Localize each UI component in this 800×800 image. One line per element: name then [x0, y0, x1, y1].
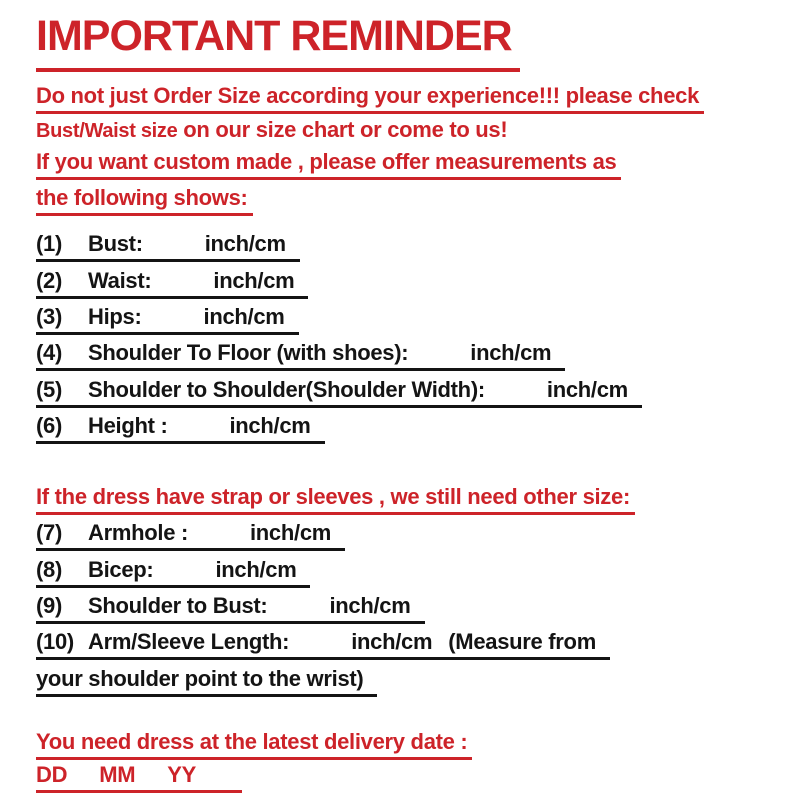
- intro-check-line: Do not just Order Size according your experience!!! please check: [36, 83, 704, 114]
- item-unit: inch/cm: [213, 268, 295, 293]
- item-number: (9): [36, 593, 62, 618]
- item-label: Shoulder To Floor (with shoes):: [88, 340, 409, 365]
- item-label: Shoulder to Bust:: [88, 593, 268, 618]
- item-unit: inch/cm: [351, 629, 433, 654]
- item-number: (4): [36, 340, 62, 365]
- delivery-date-fields: [36, 762, 242, 793]
- measurement-row-hips: [36, 304, 299, 335]
- intro-bust-waist-line: [36, 117, 507, 143]
- item-unit: inch/cm: [229, 413, 311, 438]
- measurement-row-height: [36, 413, 325, 444]
- date-mm: MM: [99, 762, 136, 787]
- item-label: Shoulder to Shoulder(Shoulder Width):: [88, 377, 485, 402]
- measurement-row-shoulder-to-bust: [36, 593, 425, 624]
- item-number: (7): [36, 520, 62, 545]
- custom-made-line-2: the following shows:: [36, 185, 253, 216]
- item-unit: inch/cm: [215, 557, 297, 582]
- item-number: (8): [36, 557, 62, 582]
- size-chart-text: on our size chart or come to us!: [177, 117, 508, 142]
- item-number: (10): [36, 629, 74, 654]
- page-title: IMPORTANT REMINDER: [36, 12, 520, 72]
- item-label: Arm/Sleeve Length:: [88, 629, 290, 654]
- item-label: Waist:: [88, 268, 152, 293]
- strap-sleeves-heading: If the dress have strap or sleeves , we still need other size:: [36, 484, 635, 515]
- item-label: Bicep:: [88, 557, 154, 582]
- item-number: (3): [36, 304, 62, 329]
- date-dd: DD: [36, 762, 68, 787]
- item-unit: inch/cm: [470, 340, 552, 365]
- item-label: Bust:: [88, 231, 143, 256]
- item-number: (1): [36, 231, 62, 256]
- measure-note-continuation: your shoulder point to the wrist): [36, 666, 377, 697]
- item-unit: inch/cm: [204, 231, 286, 256]
- measurement-row-shoulder-width: [36, 377, 642, 408]
- date-yy: YY: [167, 762, 196, 787]
- custom-made-line-1: If you want custom made , please offer measurements as: [36, 149, 621, 180]
- item-label: Armhole :: [88, 520, 188, 545]
- item-unit: inch/cm: [546, 377, 628, 402]
- measurement-row-bicep: [36, 557, 310, 588]
- item-unit: inch/cm: [329, 593, 411, 618]
- bust-waist-emphasis: Bust/Waist size: [36, 120, 178, 142]
- measurement-row-waist: [36, 268, 308, 299]
- item-number: (2): [36, 268, 62, 293]
- item-label: Height :: [88, 413, 168, 438]
- measure-note-start: (Measure from: [448, 629, 596, 654]
- measurement-row-armhole: [36, 520, 345, 551]
- measurement-row-shoulder-to-floor: [36, 340, 565, 371]
- item-number: (5): [36, 377, 62, 402]
- item-number: (6): [36, 413, 62, 438]
- item-label: Hips:: [88, 304, 142, 329]
- measurement-row-bust: [36, 231, 300, 262]
- delivery-date-line: You need dress at the latest delivery date :: [36, 729, 472, 760]
- item-unit: inch/cm: [203, 304, 285, 329]
- measurement-row-sleeve-length: [36, 629, 610, 660]
- item-unit: inch/cm: [249, 520, 332, 545]
